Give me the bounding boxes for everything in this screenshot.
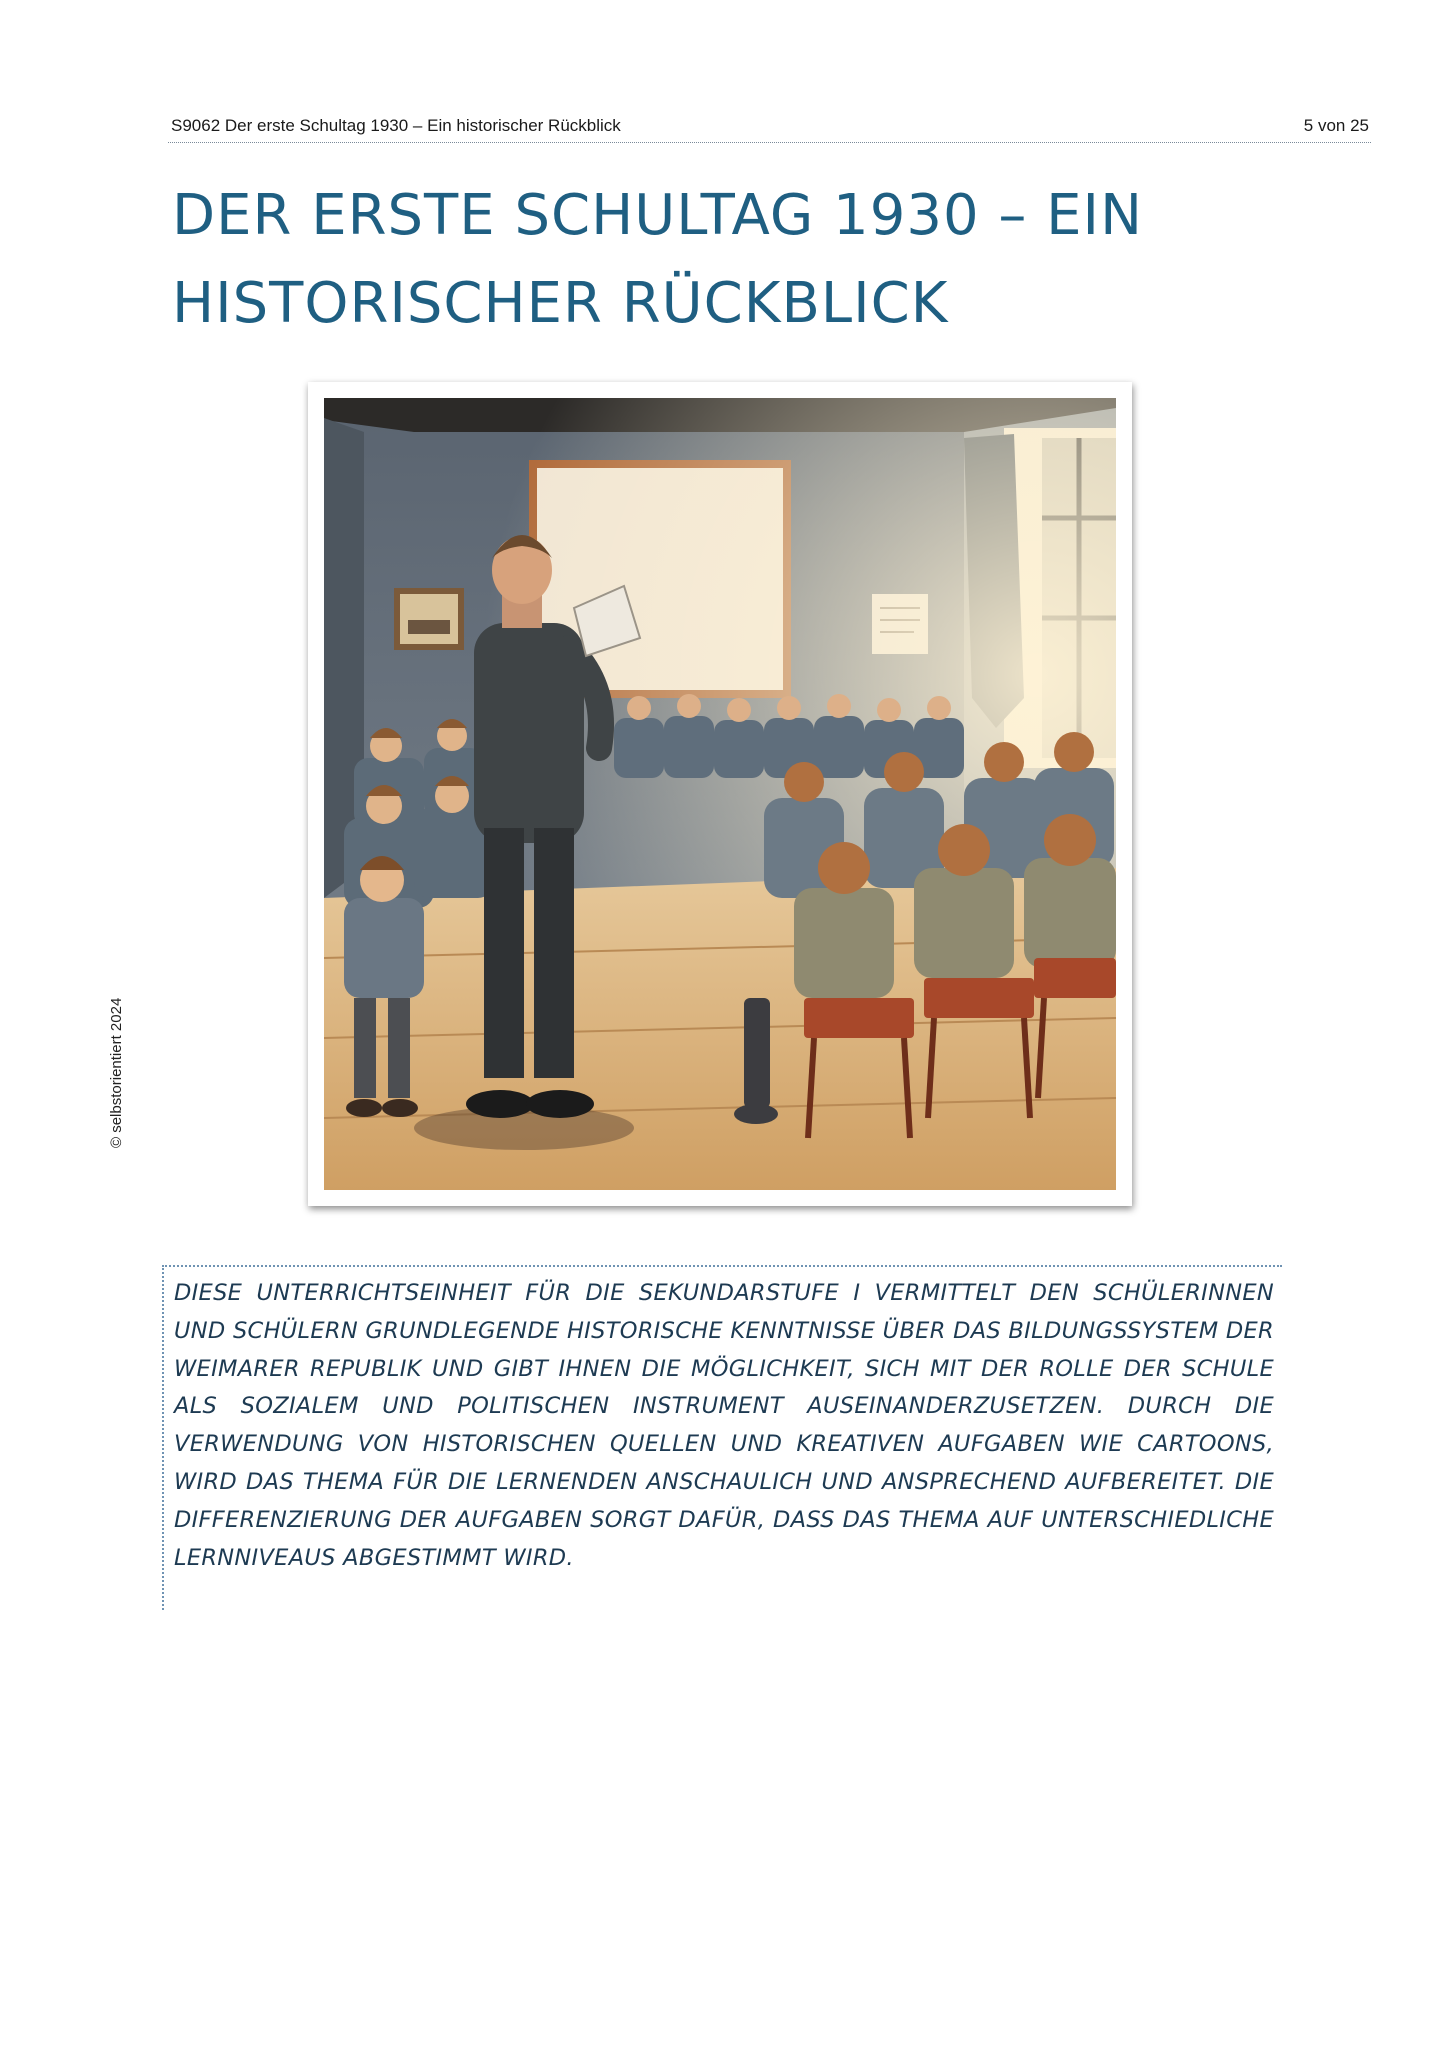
- copyright-note: © selbstorientiert 2024: [108, 997, 125, 1148]
- page-title: [172, 172, 1272, 348]
- page-title-line-2: HISTORISCHER RÜCKBLICK: [172, 271, 949, 336]
- page-title-line-1: DER ERSTE SCHULTAG 1930 – EIN: [172, 183, 1143, 248]
- abstract-frame: [162, 1265, 1282, 1610]
- page-number: 5 von 25: [1303, 116, 1369, 135]
- document-title: S9062 Der erste Schultag 1930 – Ein historischer Rückblick: [171, 116, 621, 135]
- abstract-text: DIESE UNTERRICHTSEINHEIT FÜR DIE SEKUNDARSTUFE I VERMITTELT DEN SCHÜLERINNEN UND SCHÜLERN GRUNDLEGENDE HISTORISCHE KENNTNISSE ÜBER DAS BILDUNGSSYSTEM DER WEIMARER REPUBLIK UND GIBT IHNEN DIE MÖGLICHKEIT, SICH MIT DER ROLLE DER SCHULE ALS SOZIALEM UND POLITISCHEN INSTRUMENT AUSEINANDERZUSETZEN. DURCH DIE VERWENDUNG VON HISTORISCHEN QUELLEN UND KREATIVEN AUFGABEN WIE CARTOONS, WIRD DAS THEMA FÜR DIE LERNENDEN ANSCHAULICH UND ANSPRECHEND AUFBEREITET. DIE DIFFERENZIERUNG DER AUFGABEN SORGT DAFÜR, DASS DAS THEMA AUF UNTERSCHIEDLICHE LERNNIVEAUS ABGESTIMMT WIRD.: [174, 1280, 1274, 1571]
- classroom-illustration-drawing: [324, 398, 1116, 1190]
- classroom-illustration: [308, 382, 1132, 1206]
- page-header: [168, 114, 1371, 143]
